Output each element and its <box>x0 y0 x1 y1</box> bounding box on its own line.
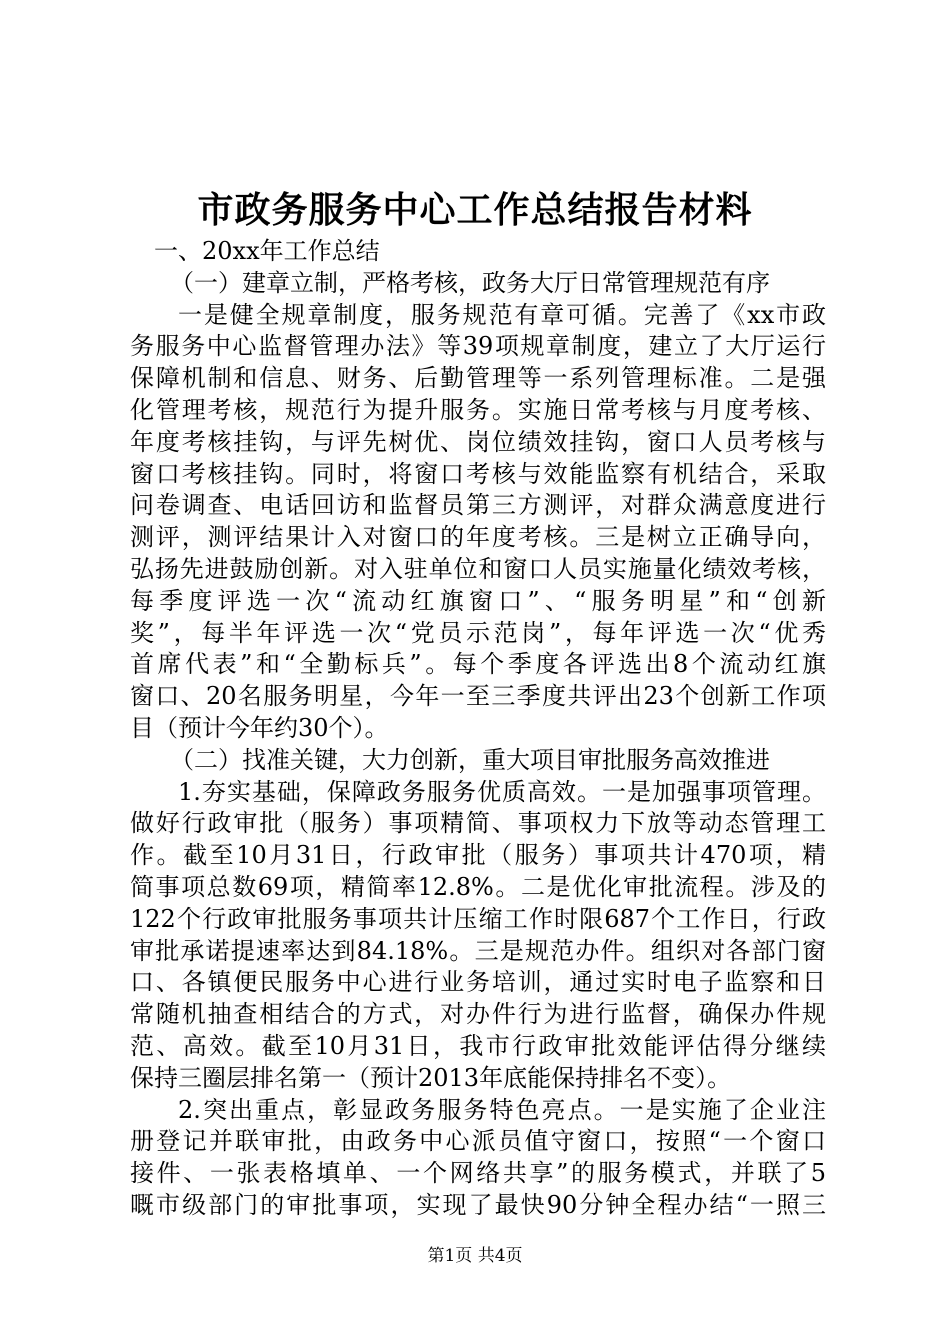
paragraph-line: 务服务中心监督管理办法》等39项规章制度，建立了大厅运行 <box>130 332 826 361</box>
paragraph-line: 化管理考核，规范行为提升服务。实施日常考核与月度考核、 <box>130 395 826 424</box>
paragraph-line: 弘扬先进鼓励创新。对入驻单位和窗口人员实施量化绩效考核， <box>130 554 826 583</box>
paragraph-line: 奖”，每半年评选一次“党员示范岗”，每年评选一次“优秀 <box>130 618 826 647</box>
paragraph-line: 年度考核挂钩，与评先树优、岗位绩效挂钩，窗口人员考核与 <box>130 427 826 456</box>
paragraph-line: 问卷调查、电话回访和监督员第三方测评，对群众满意度进行 <box>130 491 826 520</box>
paragraph-line: 122个行政审批服务事项共计压缩工作时限687个工作日，行政 <box>130 904 826 933</box>
paragraph-line: 窗口、20名服务明星，今年一至三季度共评出23个创新工作项 <box>130 682 826 711</box>
subsection-heading: （一）建章立制，严格考核，政务大厅日常管理规范有序 <box>170 268 770 297</box>
paragraph-line: 范、高效。截至10月31日，我市行政审批效能评估得分继续 <box>130 1031 826 1060</box>
paragraph-line: 常随机抽查相结合的方式，对办件行为进行监督，确保办件规 <box>130 1000 826 1029</box>
paragraph-line: 目（预计今年约30个）。 <box>130 713 389 742</box>
paragraph-line: 作。截至10月31日，行政审批（服务）事项共计470项，精 <box>130 841 826 870</box>
page-number: 第1页 共4页 <box>427 1246 523 1266</box>
paragraph-line: 保持三圈层排名第一（预计2013年底能保持排名不变）。 <box>130 1063 732 1092</box>
paragraph-line: 保障机制和信息、财务、后勤管理等一系列管理标准。二是强 <box>130 364 826 393</box>
paragraph-line: 接件、一张表格填单、一个网络共享”的服务模式，并联了5 <box>130 1159 826 1188</box>
paragraph-line: 做好行政审批（服务）事项精简、事项权力下放等动态管理工 <box>130 809 826 838</box>
paragraph-line: 测评，测评结果计入对窗口的年度考核。三是树立正确导向， <box>130 523 826 552</box>
paragraph-line: 窗口考核挂钩。同时，将窗口考核与效能监察有机结合，采取 <box>130 459 826 488</box>
section-heading: 一、20xx年工作总结 <box>154 237 380 265</box>
document-title: 市政务服务中心工作总结报告材料 <box>197 189 753 231</box>
paragraph-line: 嘅市级部门的审批事项，实现了最快90分钟全程办结“一照三 <box>130 1190 826 1219</box>
subsection-heading: （二）找准关键，大力创新，重大项目审批服务高效推进 <box>170 745 770 774</box>
document-body <box>130 236 826 1222</box>
paragraph-line: 审批承诺提速率达到84.18%。三是规范办件。组织对各部门窗 <box>130 936 826 965</box>
paragraph-line: 口、各镇便民服务中心进行业务培训，通过实时电子监察和日 <box>130 968 826 997</box>
paragraph-line: 1.夯实基础，保障政务服务优质高效。一是加强事项管理。 <box>178 777 826 806</box>
paragraph-line: 2.突出重点，彰显政务服务特色亮点。一是实施了企业注 <box>178 1095 826 1124</box>
paragraph-line: 简事项总数69项，精简率12.8%。二是优化审批流程。涉及的 <box>130 872 826 901</box>
paragraph-line: 册登记并联审批，由政务中心派员值守窗口，按照“一个窗口 <box>130 1127 826 1156</box>
paragraph-line: 首席代表”和“全勤标兵”。每个季度各评选出8个流动红旗 <box>130 650 826 679</box>
paragraph-line: 每季度评选一次“流动红旗窗口”、“服务明星”和“创新 <box>130 586 826 615</box>
paragraph-line: 一是健全规章制度，服务规范有章可循。完善了《xx市政 <box>178 300 826 329</box>
